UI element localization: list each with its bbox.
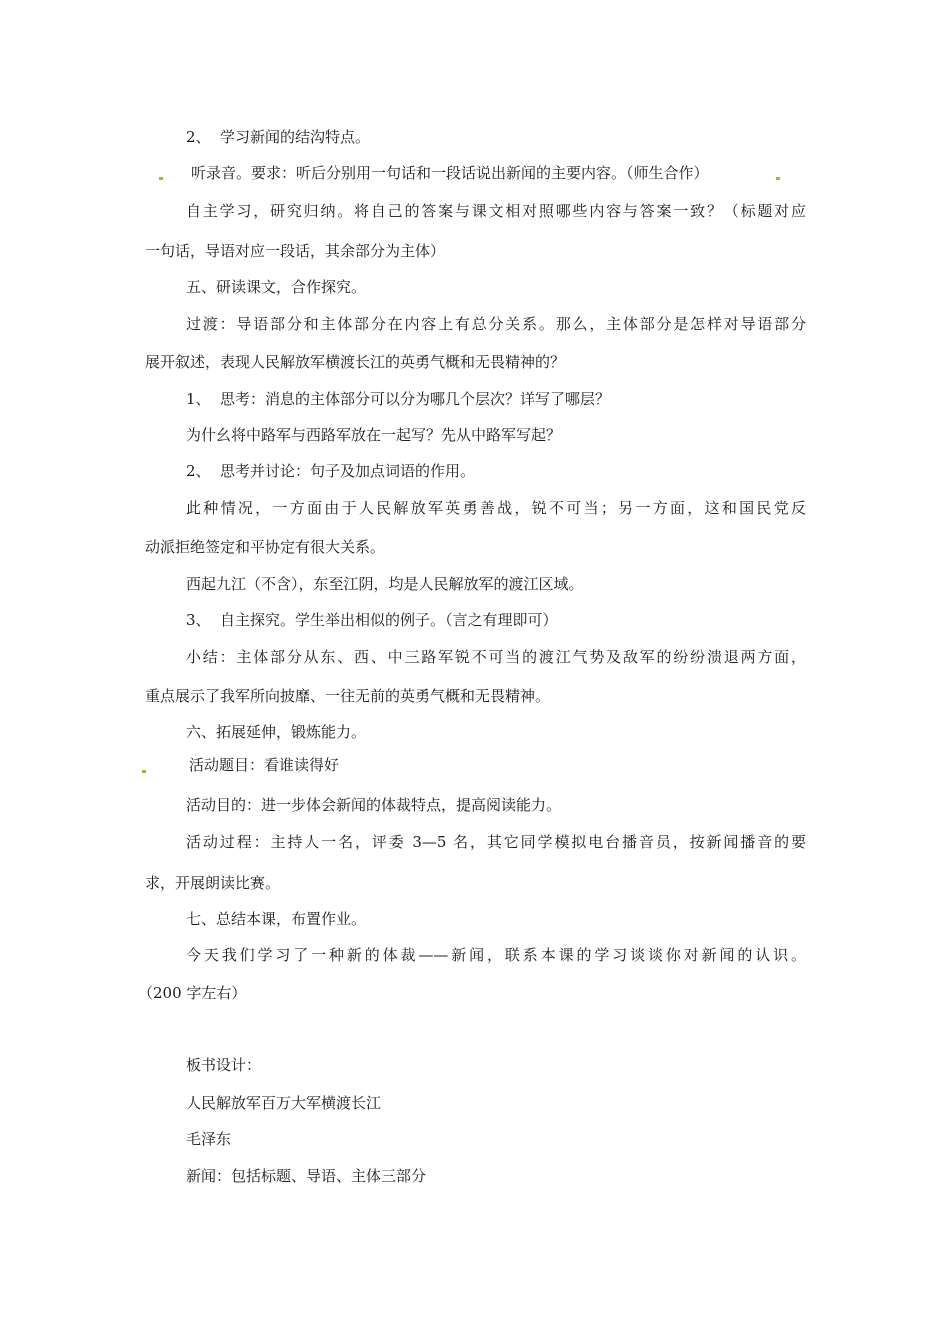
item-text: 思考：消息的主体部分可以分为哪几个层次？详写了哪层？ [220,390,611,408]
item-text: 自主探究。学生举出相似的例子。（言之有理即可） [220,611,558,629]
paragraph-transition-cont: 展开叙述，表现人民解放军横渡长江的英勇气概和无畏精神的？ [145,353,566,371]
section-item-1 [186,389,610,409]
paragraph-activity-goal: 活动目的：进一步体会新闻的体裁特点，提高阅读能力。 [186,796,562,814]
paragraph-activity-process-cont: 求，开展朗读比赛。 [145,874,281,892]
margin-mark [776,177,780,180]
paragraph-situation-cont: 动派拒绝签定和平协定有很大关系。 [145,538,386,556]
section-item-2b [186,461,475,481]
item-number: 2、 [186,128,211,146]
board-author: 毛泽东 [186,1130,232,1148]
margin-mark [159,177,163,180]
paragraph-summary: 小结：主体部分从东、西、中三路军锐不可当的渡江气势及敌军的纷纷溃退两方面， [186,648,806,666]
item-text: 学习新闻的结沟特点。 [220,128,371,146]
heading-six: 六、拓展延伸，锻炼能力。 [186,723,367,741]
section-item-3 [186,610,558,630]
margin-mark [142,770,146,773]
paragraph-region: 西起九江（不含），东至江阴，均是人民解放军的渡江区域。 [186,575,584,593]
heading-five: 五、研读课文，合作探究。 [186,278,367,296]
paragraph-summary-cont: 重点展示了我军所向披靡、一往无前的英勇气概和无畏精神。 [145,687,551,705]
item-number: 3、 [186,611,211,629]
item-text: 思考并讨论：句子及加点词语的作用。 [220,462,476,480]
paragraph-activity-process: 活动过程：主持人一名，评委 3—5 名，其它同学模拟电台播音员，按新闻播音的要 [186,833,806,851]
section-item-2 [186,127,370,147]
paragraph-transition: 过渡：导语部分和主体部分在内容上有总分关系。那么，主体部分是怎样对导语部分 [186,315,806,333]
board-title: 人民解放军百万大军横渡长江 [186,1094,382,1112]
board-structure: 新闻：包括标题、导语、主体三部分 [186,1167,427,1185]
heading-seven: 七、总结本课，布置作业。 [186,910,367,928]
paragraph-homework: 今天我们学习了一种新的体裁——新闻，联系本课的学习谈谈你对新闻的认识。 [186,946,806,964]
paragraph-listen: 听录音。要求：听后分别用一句话和一段话说出新闻的主要内容。（师生合作） [191,164,709,182]
paragraph-self-study-cont: 一句话，导语对应一段话，其余部分为主体） [145,242,446,260]
paragraph-homework-cont: （200 字左右） [138,984,247,1002]
item-number: 1、 [186,390,211,408]
item-number: 2、 [186,462,211,480]
paragraph-situation: 此种情况，一方面由于人民解放军英勇善战，锐不可当；另一方面，这和国民党反 [186,499,806,517]
paragraph-self-study: 自主学习，研究归纳。将自己的答案与课文相对照哪些内容与答案一致？（标题对应 [186,202,806,220]
board-design-label: 板书设计： [186,1056,262,1074]
paragraph-question: 为什幺将中路军与西路军放在一起写？先从中路军写起？ [186,426,562,444]
paragraph-activity-title: 活动题目：看谁读得好 [189,756,340,774]
